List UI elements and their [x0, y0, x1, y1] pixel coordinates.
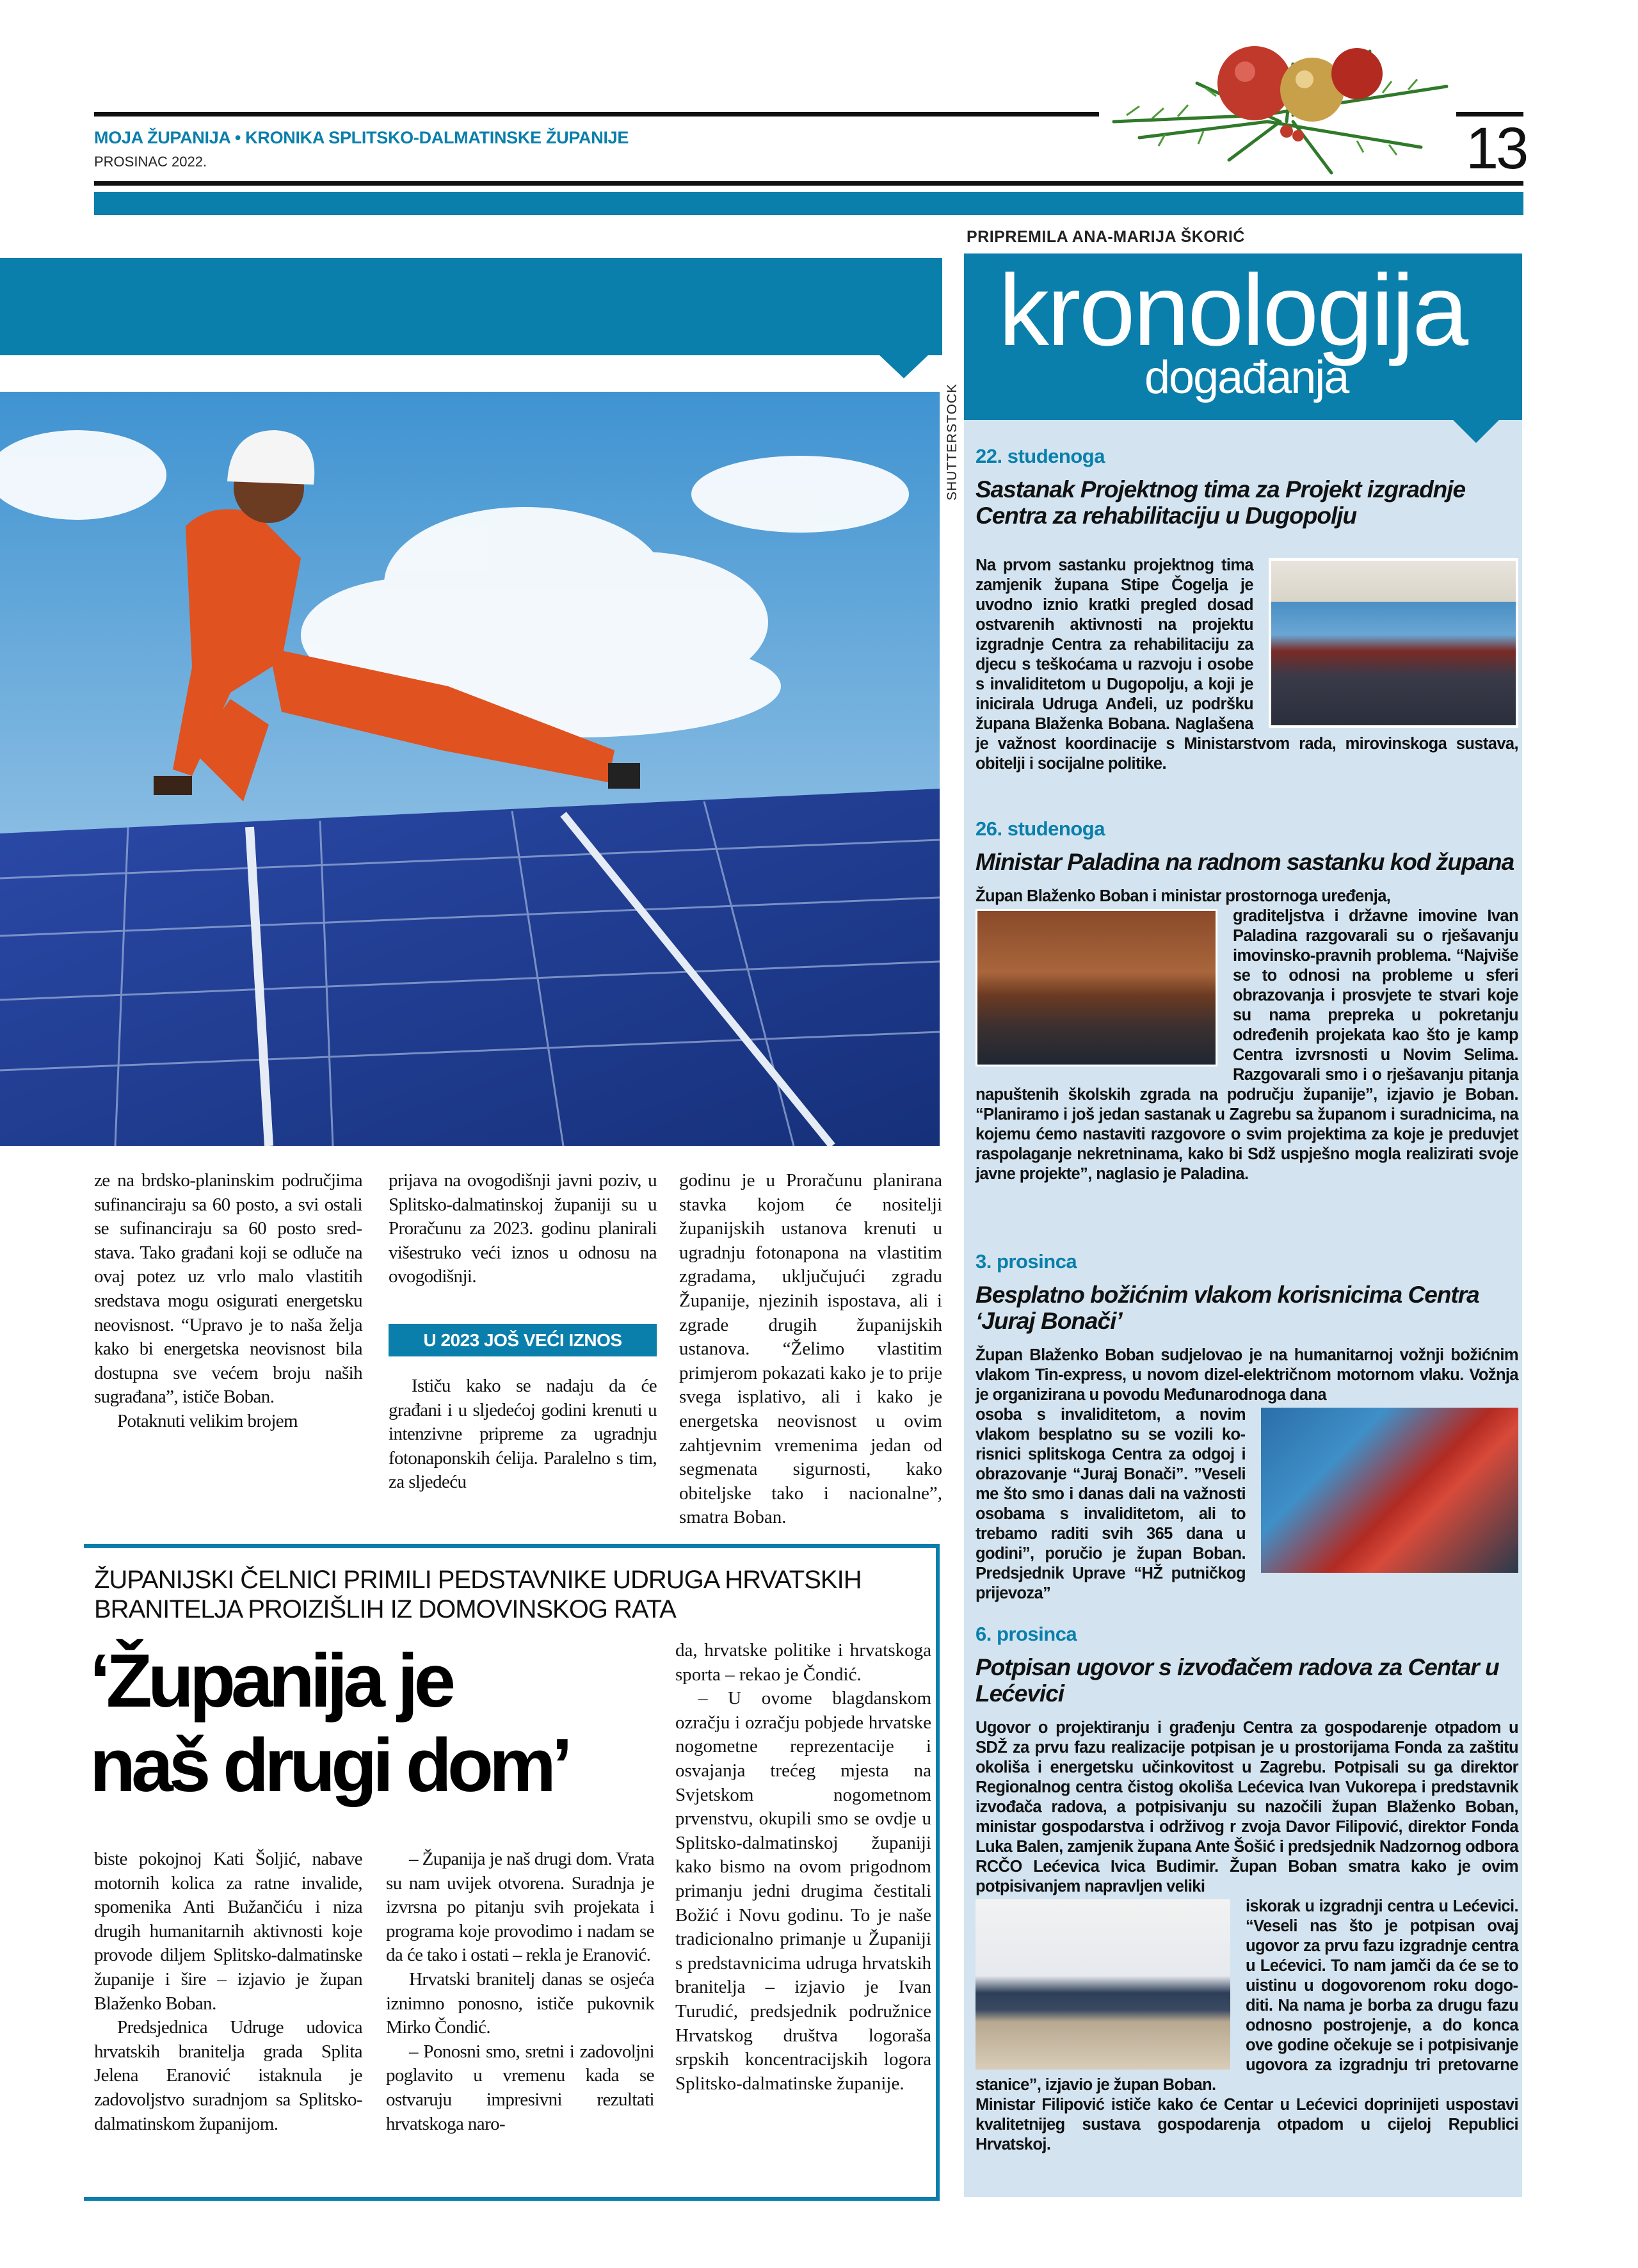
article2-column-3 [675, 1639, 931, 2096]
event-body [976, 1346, 1518, 1604]
photo-credit [941, 383, 964, 501]
event-item [976, 817, 1518, 1184]
event-body [976, 1718, 1518, 2155]
paragraph: Ističu kako se nadaju da će građani i u sljedećoj godini krenuti u intenzivne pripreme za ugradnju fotonaponskih ćelija. Paralelno s tim, za sljedeću [389, 1375, 657, 1493]
header-top-rule [94, 112, 1099, 117]
event-date: 6. prosinca [976, 1623, 1077, 1645]
article-column-1 [94, 1169, 362, 1434]
article2-column-2 [386, 1847, 654, 2136]
meeting-photo [1269, 558, 1518, 728]
headline-line: naš drugi dom’ [90, 1723, 568, 1808]
paragraph: godinu je u Proračunu planirana stavka kojom će nositelji županijskih ustanova krenuti u ugradnju fotonapona na vlastitim zgradama, uključujući zgradu Županije, njezinih ispostava, ali i zgrade drugih županijskih ustanova. “Želimo vlastitim primjerom pokazati kako je to prije svega isplativo, ali i kako je energetska neovisnost u ovim zahtjevnim vremenima jedan od segmenata sigurnosti, kako obiteljske tako i nacionalne”, smatra Boban. [679, 1170, 942, 1528]
article2-column-1 [94, 1847, 362, 2136]
article-kicker: ŽUPANIJSKI ČELNICI PRIMILI PEDSTAVNIKE UDRUGA HRVATSKIH BRANITELJA PROIZIŠLIH IZ DOMOVINSKOG RATA [94, 1566, 862, 1623]
chronology-subtitle: događanja [1144, 352, 1349, 403]
paragraph: biste pokojnoj Kati Šoljić, nabave motornih kolica za ratne invalide, spomenika Anti Bužančiću i niza drugih humanitarnih aktivnosti koje provode diljem Splitsko-dalmatinske županije i šire – izjavio je župan Blaženko Boban. [94, 1849, 362, 2014]
meeting-photo [976, 909, 1217, 1066]
article-column-2 [389, 1169, 657, 1495]
event-title: Ministar Paladina na radnom sastanku kod župana [976, 849, 1514, 875]
paragraph: Hrvatski branitelj danas se osjeća iznimno ponosno, ističe pukovnik Mirko Čondić. [386, 1968, 654, 2038]
paragraph: – Županija je naš drugi dom. Vrata su nam uvijek otvorena. Suradnja je izvrsna po pitanju svih projekata i programa koje provodimo i nadam se da će tako i ostati – rekla je Eranović. [386, 1849, 654, 1966]
event-title: Besplatno božićnim vlakom korisnicima Centra ‘Juraj Bonači’ [976, 1282, 1479, 1334]
paragraph: ze na brdsko-planinskim područjima sufinanciraju sa 60 posto, a svi ostali se sufinanciraju sa 60 posto sredstava. Tako građani koji se odluče na ovaj potez uz vrlo malo vlastitih sredstava mogu osigurati energetsku neovisnost. “Upravo je to naša želja kako bi energetska neovisnost bila dostupna sve većem broju naših sugrađana”, ističe Boban. [94, 1170, 362, 1408]
paragraph: Župan Blaženko Boban sudjelovao je na humanitarnoj vožnji božićnim vlakom Tin-express, u novom dizel-električnom motornom vlaku. Vožnja je organizirana u povodu Međunarodnoga dana [976, 1346, 1518, 1404]
paragraph: iskorak u izgradnji centra u Lećevici. “Veseli nas što je potpisan ovaj ugovor za prvu fazu izgradnje centra u Lećevici. To nam jamči da će se to uistinu u dogovorenom roku dogoditi. Na nama je borba za drugu fazu odnosno postrojenje, a do konca ove godine očekuje se i potpisivanje ugovora za izgradnju tri pretovarne stanice”, izjavio je župan Boban. [976, 1897, 1518, 2094]
signing-photo [976, 1899, 1230, 2070]
paragraph: – U ovome blagdanskom ozračju i ozračju pobjede hrvatske nogometne reprezentacije i osvajanja trećeg mjesta na Svjetskom nogometnom prvenstvu, okupili smo se ovdje u Splitsko-dalmatinskoj županiji kako bismo na ovom prigodnom primanju jedni drugima čestitali Božić i Novu godinu. To je naše tradicionalno primanje u Županiji s predstavnicima udruga hrvatskih branitelja – izjavio je Ivan Turudić, predsjednik podružnice Hrvatskog društva logoraša srpskih koncentracijskih logora Splitsko-dalmatinske županije. [675, 1688, 931, 2094]
paragraph: Predsjednica Udruge udovica hrvatskih branitelja grada Splita Jelena Eranović istaknula je zadovoljstvo suradnjom sa Splitsko-dalmatinskom županijom. [94, 2017, 362, 2134]
article-banner [0, 258, 942, 355]
page-number: 13 [1466, 116, 1527, 181]
headline-line: ‘Županija je [90, 1639, 452, 1723]
event-body [976, 887, 1518, 1184]
paragraph: Ugovor o projektiranju i građenju Centra za gospodarenje otpadom u SDŽ za prvu fazu realizacije potpisan je u prostorijama Fonda za zaštitu okoliša i energetsku učinkovitost u Zagrebu. Potpisali su ga direktor Regionalnog centra čistog okoliša Lećevica Ivan Vukorepa i predstavnik izvođača radova, a potpisivanju su nazočili župan Blaženko Boban, ministar gospodarstva i održivog r zvoja Davor Filipović, direktor Fonda Luka Balen, zamjenik župana Ante Šošić i predsjednik Nadzornog odbora RCČO Lećevica Ivica Budimir. Župan Boban smatra kako je ovim potpisivanjem napravljen veliki [976, 1719, 1518, 1895]
paragraph: prijava na ovogodišnji javni poziv, u Splitsko-dalmatinskoj županiji su u Proračunu za 2023. godinu planirali višestruko veći iznos u odnosu na ovogodišnji. [389, 1170, 657, 1287]
event-item [976, 1622, 1518, 2155]
event-body [976, 556, 1518, 774]
event-item [976, 1250, 1518, 1604]
chronology-title: kronologija [999, 254, 1467, 367]
banner-pointer [878, 354, 929, 378]
event-item [976, 444, 1518, 774]
event-date: 3. prosinca [976, 1250, 1077, 1273]
issue-date: PROSINAC 2022. [94, 154, 207, 170]
event-title: Sastanak Projektnog tima za Projekt izgradnje Centra za rehabilitaciju u Dugopolju [976, 476, 1466, 529]
event-date: 26. studenoga [976, 817, 1105, 840]
paragraph: da, hrvatske politike i hrvatskoga sporta – rekao je Čondić. [675, 1640, 931, 1685]
photo-credit-text: SHUTTERSTOCK [945, 383, 960, 501]
chronology-pointer [1452, 419, 1500, 443]
paragraph: Župan Blaženko Boban i ministar prostornoga uređenja, [976, 887, 1391, 905]
publication-title: MOJA ŽUPANIJA • KRONIKA SPLITSKO-DALMATINSKE ŽUPANIJE [94, 128, 629, 147]
christmas-decoration-icon [1101, 26, 1459, 186]
paragraph: Na prvom sastanku projektnog tima zamjenik župana Stipe Čogelja je uvodno iznio kratki pregled dosad ostvarenih aktivnosti na projektu izgradnje Centra za rehabilitaciju za djecu s teškoćama u razvoju i osobe s invaliditetom u Dugopolju, a koji je inicirala Udruga Anđeli, uz podršku župana Blaženka Bobana. Naglašena je važnost koordinacije s Ministarstvom rada, mirovinskoga sustava, obitelji i socijalne politike. [976, 556, 1518, 773]
paragraph: Potaknuti velikim brojem [117, 1410, 298, 1431]
paragraph: Ministar Filipović ističe kako će Centar u Lećevici doprinijeti uspostavi kvalitetnijeg sustava gospodarenja otpadom u cijeloj Republici Hrvatskoj. [976, 2096, 1518, 2153]
solar-panel-photo [0, 392, 940, 1146]
byline: PRIPREMILA ANA-MARIJA ŠKORIĆ [967, 228, 1245, 246]
paragraph: osoba s invaliditetom, a novim vlakom besplatno su se vozili korisnici splitskoga Centra za odgoj i obrazovanje “Juraj Bonači”. ”Veseli me što smo i danas dali na važnosti osobama s invaliditetom, ali to trebamo raditi svih 365 dana u godini”, poručio je župan Boban. Predsjednik Uprave “HŽ putničkog prijevoza” [976, 1406, 1246, 1602]
event-date: 22. studenoga [976, 445, 1105, 467]
train-photo [1261, 1408, 1518, 1573]
paragraph: – Ponosni smo, sretni i zadovoljni poglavito u vremenu kada se ostvaruju impresivni rezultati hrvatskoga naro- [386, 2041, 654, 2134]
header-accent-band [94, 192, 1523, 215]
section-subhead: U 2023 JOŠ VEĆI IZNOS [389, 1324, 657, 1356]
article-headline [90, 1639, 568, 1808]
event-title: Potpisan ugovor s izvođačem radova za Centar u Lećevici [976, 1654, 1499, 1707]
article-column-3 [679, 1169, 942, 1530]
paragraph: graditeljstva i državne imovine Ivan Paladina razgovarali su o rješavanju imovinsko-pravnih problema. “Najviše se to odnosi na probleme u sferi obrazovanja i prosvjete te stvari koje su nama prepreka u pokretanju određenih projekata kao što je kamp Centra izvrsnosti u Novim Selima. Razgovarali smo i o rješavanju pitanja napuštenih školskih zgrada na području županije”, izjavio je Boban. “Planiramo i još jedan sastanak u Zagrebu sa županom i suradnicima, na kojemu ćemo nastaviti razgovore o svim projektima za koje je preduvjet raspolaganje nekretninama, kako bi Sdž uspješno mogla realizirati svoje javne projekte”, naglasio je Paladina. [976, 907, 1518, 1183]
